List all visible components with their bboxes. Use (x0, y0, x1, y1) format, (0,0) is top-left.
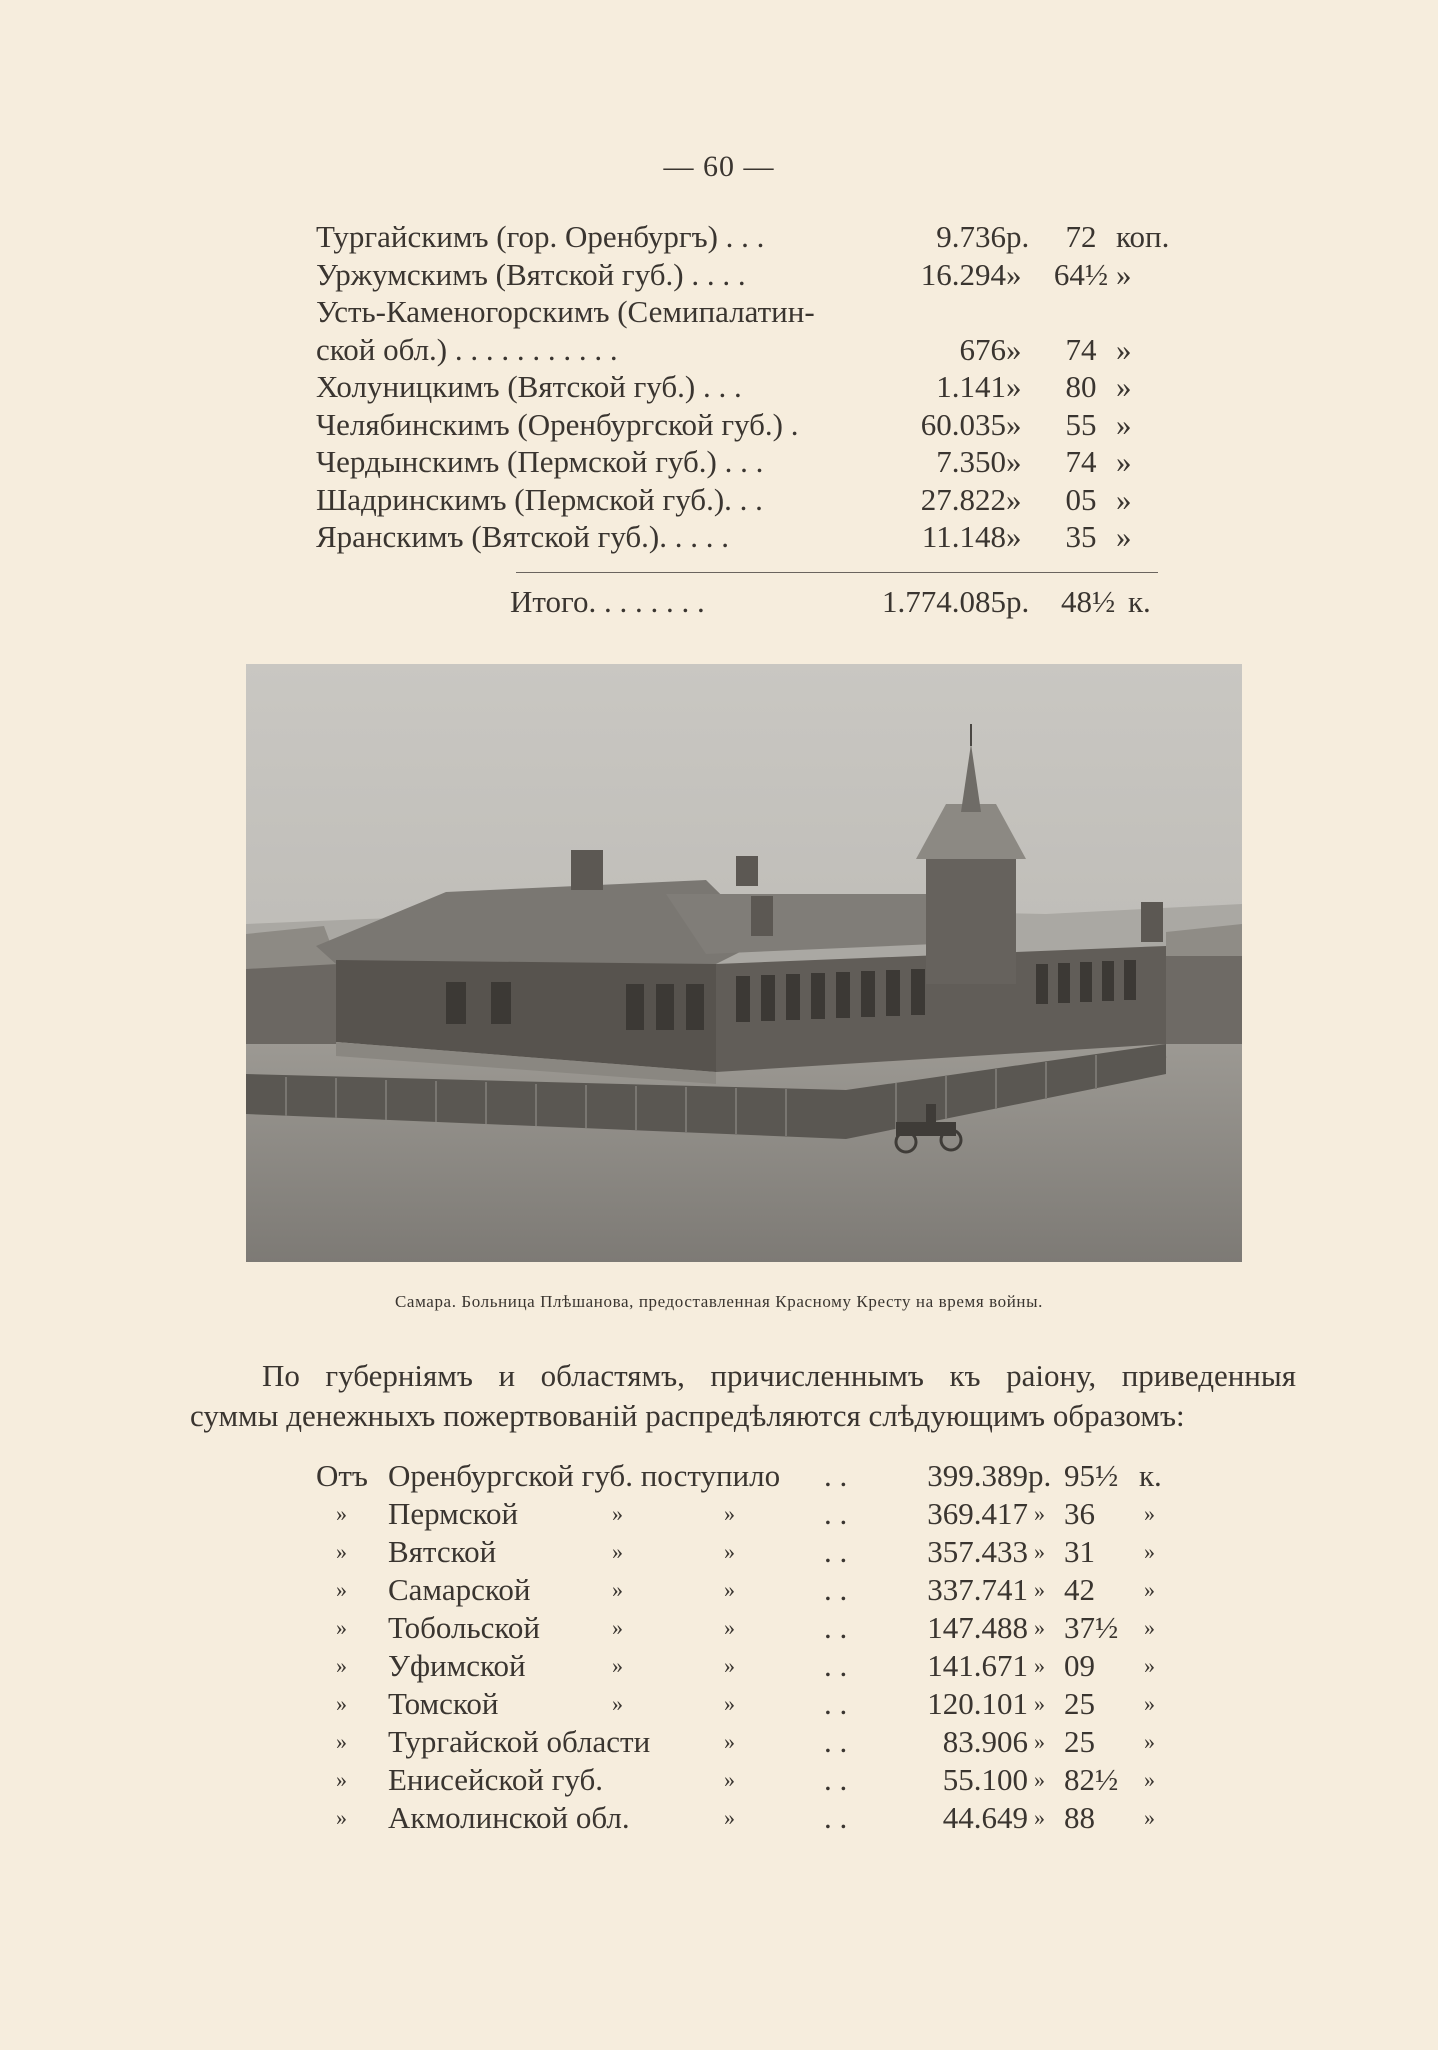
ditto-mark-1: » (612, 1691, 623, 1716)
province-rub-unit: » (1034, 1729, 1045, 1754)
leader-dots: . . (824, 1572, 848, 1607)
total-row (316, 582, 1166, 622)
leader-dots: . . (824, 1458, 848, 1493)
province-kop-unit: » (1144, 1539, 1155, 1564)
district-name: Холуницкимъ (Вятской губ.) . . . (316, 369, 742, 404)
district-rubles: 16.294 (920, 256, 1006, 292)
district-row (316, 256, 1166, 294)
district-kopecks: 05 (1065, 481, 1097, 517)
district-kopecks: 64½ (1053, 256, 1109, 292)
ditto-mark-2: » (724, 1729, 735, 1754)
province-rubles: 55.100 (942, 1762, 1028, 1797)
province-rub-unit: » (1034, 1501, 1045, 1526)
district-rubles: 1.141 (936, 369, 1006, 404)
ditto-mark-2: » (724, 1767, 735, 1792)
province-rubles: 83.906 (942, 1724, 1028, 1759)
province-row (316, 1571, 1216, 1609)
district-donations-table (316, 218, 1170, 556)
province-kop-unit: к. (1139, 1458, 1162, 1493)
paragraph-line-2: суммы денежныхъ пожертвованій распредѣляются слѣдующимъ образомъ: (190, 1398, 1185, 1433)
district-rub-unit: р. (1006, 219, 1030, 254)
leader-dots: . . (824, 1800, 848, 1835)
district-rub-unit: » (1006, 256, 1022, 292)
province-kopecks: 09 (1064, 1648, 1095, 1683)
province-rubles: 120.101 (927, 1686, 1028, 1721)
province-name: Пермской (388, 1496, 519, 1531)
province-row (316, 1647, 1216, 1685)
province-rubles: 337.741 (927, 1572, 1028, 1607)
leader-dots: . . (824, 1496, 848, 1531)
province-rub-unit: » (1034, 1539, 1045, 1564)
district-kop-unit: » (1116, 519, 1132, 554)
province-kopecks: 31 (1064, 1534, 1095, 1569)
province-rub-unit: » (1034, 1615, 1045, 1640)
province-prefix: » (336, 1539, 347, 1564)
province-kopecks: 37½ (1064, 1610, 1119, 1645)
district-name: Уржумскимъ (Вятской губ.) . . . . (316, 256, 746, 292)
district-row (316, 331, 1166, 369)
district-kopecks: 80 (1065, 369, 1097, 404)
province-name: Вятской (388, 1534, 497, 1569)
district-kop-unit: » (1116, 331, 1132, 367)
leader-dots: . . (824, 1762, 848, 1797)
intro-paragraph (190, 1356, 1296, 1436)
province-prefix: » (336, 1767, 347, 1792)
leader-dots: . . (824, 1534, 848, 1569)
district-rubles: 27.822 (920, 481, 1006, 517)
district-row (316, 518, 1166, 556)
district-rubles: 60.035 (920, 406, 1006, 442)
district-name: Усть-Каменогорскимъ (Семипалатин- (316, 294, 815, 329)
district-kop-unit: » (1116, 481, 1132, 517)
province-kopecks: 25 (1064, 1686, 1095, 1721)
province-prefix: » (336, 1615, 347, 1640)
province-kop-unit: » (1144, 1501, 1155, 1526)
district-row (316, 481, 1166, 519)
district-kop-unit: » (1116, 256, 1132, 292)
province-row (316, 1723, 1216, 1761)
district-row (316, 406, 1166, 444)
province-kopecks: 42 (1064, 1572, 1095, 1607)
ditto-mark-2: » (724, 1805, 735, 1830)
district-kop-unit: » (1116, 369, 1132, 404)
district-name: Шадринскимъ (Пермской губ.). . . (316, 481, 763, 517)
district-kopecks: 74 (1065, 331, 1097, 367)
ditto-mark-1: » (612, 1501, 623, 1526)
district-rubles: 11.148 (921, 519, 1006, 554)
leader-dots: . . (824, 1724, 848, 1759)
province-kop-unit: » (1144, 1577, 1155, 1602)
district-row (316, 443, 1166, 481)
province-rubles: 399.389 (927, 1458, 1028, 1493)
province-kop-unit: » (1144, 1615, 1155, 1640)
province-rub-unit: » (1034, 1653, 1045, 1678)
province-row (316, 1799, 1216, 1837)
photo-caption: Самара. Больница Плѣшанова, предоставленная Красному Кресту на время войны. (394, 1292, 1043, 1311)
province-row (316, 1685, 1216, 1723)
district-rub-unit: » (1006, 331, 1022, 367)
province-kopecks: 25 (1064, 1724, 1095, 1759)
ditto-mark-2: » (724, 1615, 735, 1640)
district-rub-unit: » (1006, 481, 1022, 517)
province-donations-table (316, 1457, 1216, 1837)
district-row (316, 218, 1170, 256)
province-rubles: 141.671 (927, 1648, 1028, 1683)
province-name: Енисейской губ. (388, 1762, 604, 1797)
district-row (316, 293, 1166, 331)
total-rule (516, 572, 1158, 573)
province-kopecks: 36 (1064, 1496, 1095, 1531)
district-kop-unit: коп. (1116, 219, 1170, 254)
province-rubles: 357.433 (927, 1534, 1028, 1569)
province-row (316, 1761, 1216, 1799)
hospital-photo (246, 664, 1242, 1262)
ditto-mark-1: » (612, 1539, 623, 1564)
district-kopecks: 55 (1065, 406, 1097, 442)
paragraph-line-1: По губерніямъ и областямъ, причисленнымъ къ раіону, приведенныя (262, 1358, 1296, 1393)
province-prefix: » (336, 1805, 347, 1830)
district-name: Чердынскимъ (Пермской губ.) . . . (316, 444, 764, 479)
page-number: — 60 — (663, 150, 775, 183)
province-prefix: » (336, 1501, 347, 1526)
province-prefix: » (336, 1653, 347, 1678)
ditto-mark-2: » (724, 1501, 735, 1526)
ditto-mark-1: » (612, 1653, 623, 1678)
district-name: Челябинскимъ (Оренбургской губ.) . (316, 406, 799, 442)
province-kop-unit: » (1144, 1805, 1155, 1830)
province-kop-unit: » (1144, 1729, 1155, 1754)
district-name: Яранскимъ (Вятской губ.). . . . . (316, 519, 730, 554)
province-rub-unit: р. (1028, 1458, 1052, 1493)
province-name: Уфимской (388, 1648, 526, 1683)
district-rub-unit: » (1006, 406, 1022, 442)
province-row (316, 1457, 1216, 1495)
total-label: Итого. . . . . . . . (510, 584, 705, 619)
province-rubles: 147.488 (927, 1610, 1028, 1645)
district-kopecks: 72 (1065, 219, 1097, 254)
province-row (316, 1495, 1216, 1533)
province-row (316, 1609, 1216, 1647)
province-prefix: » (336, 1729, 347, 1754)
province-kopecks: 82½ (1064, 1762, 1119, 1797)
province-row (316, 1533, 1216, 1571)
province-prefix: Отъ (316, 1458, 368, 1493)
leader-dots: . . (824, 1610, 848, 1645)
province-kopecks: 95½ (1064, 1458, 1119, 1493)
province-rub-unit: » (1034, 1577, 1045, 1602)
province-rub-unit: » (1034, 1691, 1045, 1716)
ditto-mark-2: » (724, 1539, 735, 1564)
district-name: Тургайскимъ (гор. Оренбургъ) . . . (316, 219, 765, 254)
total-rub-unit: р. (1006, 584, 1030, 619)
ditto-mark-2: » (724, 1691, 735, 1716)
district-row (316, 368, 1166, 406)
province-name: Томской (388, 1686, 499, 1721)
district-rub-unit: » (1006, 369, 1022, 404)
total-kop-unit: к. (1128, 584, 1151, 619)
ditto-mark-2: » (724, 1577, 735, 1602)
total-kopecks: 48½ (1061, 584, 1116, 619)
province-name: Самарской (388, 1572, 531, 1607)
district-rub-unit: » (1006, 519, 1022, 554)
ditto-mark-2: » (724, 1653, 735, 1678)
leader-dots: . . (824, 1686, 848, 1721)
district-kop-unit: » (1116, 444, 1132, 479)
province-name: Тобольской (388, 1610, 540, 1645)
province-kop-unit: » (1144, 1691, 1155, 1716)
province-prefix: » (336, 1577, 347, 1602)
district-name: ской обл.) . . . . . . . . . . . (316, 331, 618, 367)
province-name: Тургайской области (388, 1724, 651, 1759)
province-prefix: » (336, 1691, 347, 1716)
ditto-mark-1: » (612, 1577, 623, 1602)
province-rub-unit: » (1034, 1805, 1045, 1830)
province-name: Оренбургской губ. поступило (388, 1458, 781, 1493)
district-rubles: 676 (959, 331, 1006, 367)
province-rub-unit: » (1034, 1767, 1045, 1792)
district-rubles: 9.736 (936, 219, 1006, 254)
province-kop-unit: » (1144, 1653, 1155, 1678)
province-rubles: 369.417 (927, 1496, 1028, 1531)
district-rubles: 7.350 (936, 444, 1006, 479)
total-rubles: 1.774.085 (882, 584, 1006, 619)
leader-dots: . . (824, 1648, 848, 1683)
province-kopecks: 88 (1064, 1800, 1095, 1835)
district-kopecks: 35 (1065, 519, 1097, 554)
province-rubles: 44.649 (942, 1800, 1028, 1835)
hospital-photo-drawing (246, 664, 1242, 1262)
ditto-mark-1: » (612, 1615, 623, 1640)
district-kop-unit: » (1116, 406, 1132, 442)
province-kop-unit: » (1144, 1767, 1155, 1792)
district-rub-unit: » (1006, 444, 1022, 479)
district-kopecks: 74 (1065, 444, 1097, 479)
province-name: Акмолинской обл. (388, 1800, 630, 1835)
